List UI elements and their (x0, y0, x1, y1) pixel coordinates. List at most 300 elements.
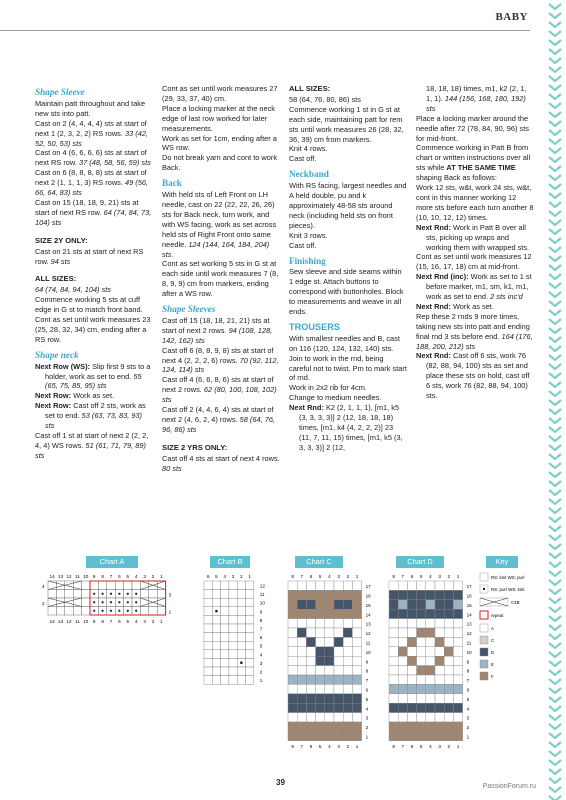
paragraph: Work 12 sts, w&t, work 24 sts, w&t, cont in this manner working 12 more sts before each turn another 8 (10, 10, 12, 12) times. (416, 183, 534, 222)
row-label: Next Row: (35, 391, 72, 401)
chart-a-col-number: 8 (101, 574, 104, 579)
chart-c-cell (306, 722, 315, 731)
chart-d-cell (389, 637, 398, 646)
chart-a-cell (157, 590, 165, 599)
chart-d-cell (444, 590, 453, 599)
chart-b-cell (246, 590, 254, 599)
chart-c-cell (316, 590, 325, 599)
chevron-mark (549, 283, 561, 288)
chart-d-row-number: 12 (466, 631, 472, 637)
chart-d-cell (435, 647, 444, 656)
chart-c-cell (325, 684, 334, 693)
chart-d-cell (444, 675, 453, 684)
chart-c-row-number: 3 (365, 715, 369, 721)
chevron-mark (549, 607, 561, 612)
chart-d-row-number: 6 (466, 687, 470, 693)
chevron-mark (549, 130, 561, 135)
chart-d-cell (435, 590, 444, 599)
chart-d-cell (453, 713, 462, 722)
chevron-mark (549, 670, 561, 675)
chart-c-cell (297, 722, 306, 731)
chevron-mark (549, 571, 561, 576)
chart-a-cell (140, 590, 148, 599)
column-2 (162, 84, 280, 474)
chart-c-cell (325, 666, 334, 675)
chart-c-cell (316, 647, 325, 656)
chart-d-cell (435, 675, 444, 684)
chart-a-row-number: 1 (168, 609, 172, 615)
paragraph: Change to medium needles. (289, 393, 382, 403)
chart-c-cell (306, 581, 315, 590)
chart-d-cell (435, 694, 444, 703)
chevron-mark (549, 76, 561, 81)
chevron-mark (549, 355, 561, 360)
chevron-mark (549, 58, 561, 63)
chart-c-cell (352, 703, 361, 712)
chart-d-cell (435, 731, 444, 740)
chart-c-cell (316, 713, 325, 722)
chart-d-cell (444, 637, 453, 646)
chevron-mark (549, 796, 561, 800)
chart-c-row-number: 7 (365, 678, 369, 684)
chart-d-row-number: 15 (466, 602, 472, 608)
purl-dot (127, 593, 129, 595)
chart-a-col-number: 5 (126, 619, 130, 624)
chart-d-cell (444, 666, 453, 675)
chart-a-row-number: 2 (42, 600, 45, 606)
chevron-mark (549, 4, 561, 9)
chevron-mark (549, 202, 561, 207)
chevron-mark (549, 112, 561, 117)
page-number: 39 (276, 778, 285, 787)
chart-b-cell (246, 667, 254, 676)
chart-c-cell (316, 675, 325, 684)
chart-d-cell (398, 609, 407, 618)
chart-c-cell (306, 628, 315, 637)
chart-c-cell (343, 581, 352, 590)
chevron-mark (549, 616, 561, 621)
chart-c-cell (343, 722, 352, 731)
chart-b-cell (246, 676, 254, 685)
chart-d-cell (407, 675, 416, 684)
chart-b-row-number: 9 (259, 609, 263, 615)
chart-b-cell (246, 581, 254, 590)
paragraph: With smallest needles and B, cast on 116 (120, 124, 132, 140) sts. Join to work in the rnd, being careful not to twist. Pm to mark start of rnd. (289, 333, 407, 383)
chart-d-cell (389, 656, 398, 665)
chart-b-row-number: 8 (259, 617, 263, 623)
chart-c-col-number: 7 (300, 743, 304, 749)
chart-d-cell (444, 722, 453, 731)
chevron-mark (549, 463, 561, 468)
chart-a-cell (157, 607, 165, 616)
chart-a-col-number: 2 (151, 619, 155, 624)
chart-d-cell (426, 722, 435, 731)
chart-a-cell (65, 598, 73, 607)
chevron-mark (549, 517, 561, 522)
chart-c-cell (334, 647, 343, 656)
row-label: Next Rnd (inc): (416, 272, 469, 282)
chart-d-cell (417, 656, 426, 665)
paragraph: Cast off 15 (18, 18, 21, 21) sts at start of next 2 rows. (162, 315, 270, 335)
purl-dot (102, 593, 104, 595)
chart-c-cell (343, 694, 352, 703)
chart-a-cell (90, 581, 98, 590)
chart-c-cell (288, 675, 297, 684)
chart-a-col-number: 14 (49, 574, 55, 579)
chevron-mark (549, 679, 561, 684)
chart-c-cell (352, 713, 361, 722)
chart-c-col-number: 2 (346, 574, 350, 579)
chart-c-cell (288, 609, 297, 618)
chart-c-cell (334, 590, 343, 599)
chart-a-col-number: 9 (92, 619, 96, 624)
chart-d-cell (407, 722, 416, 731)
chevron-mark (549, 391, 561, 396)
chart-b-cell (221, 615, 229, 624)
chevron-mark (549, 31, 561, 36)
purl-dot (135, 610, 137, 612)
chart-d-cell (444, 713, 453, 722)
chart-c-cell (297, 731, 306, 740)
stitch-count: 55 (65, 75, 85, 95) sts (45, 371, 142, 391)
chart-c-cell (325, 590, 334, 599)
chevron-mark (549, 310, 561, 315)
chart-c-cell (343, 647, 352, 656)
chart-c-cell (306, 619, 315, 628)
chart-c-row-number: 16 (365, 593, 371, 599)
chart-a-cell (98, 581, 106, 590)
paragraph: Cast on 6 (8, 8, 8, 8) sts at start of next 2 (1, 1, 1, 3) RS rows. (35, 168, 147, 188)
chart-a-col-number: 10 (83, 574, 89, 579)
paragraph: Cast on 2 (4, 4, 4, 4) sts at start of next 1 (2, 3, 2, 2) RS rows. (35, 118, 147, 138)
chart-a-cell (73, 590, 81, 599)
chart-a-cell (56, 581, 64, 590)
chart-d-cell (453, 731, 462, 740)
chart-c-cell (316, 666, 325, 675)
paragraph: K2 (2, 1, 1, 1), [m1, k5 (3, 3, 3, 3)] 2 (12, 18, 18, 18) times, [m1, k4 (4, 2, 2, 2)] 23 (11, 7, 11, 15) times, [m1, k5 (3, 3, 3, 3)] 2 (12, (299, 403, 403, 452)
paragraph: Cont as set until work measures 27 (29, 33, 37, 40) cm. (162, 84, 278, 103)
chart-c-cell (325, 647, 334, 656)
paragraph: Place a locking marker around the needle after 72 (78, 84, 90, 96) sts for mid-front. (416, 113, 529, 143)
chart-a-col-number: 7 (109, 619, 113, 624)
heading-all-sizes: ALL SIZES: (289, 84, 331, 93)
chart-c-cell (288, 713, 297, 722)
chart-d-cell (398, 731, 407, 740)
chart-c-cell (306, 731, 315, 740)
key-label: Key (486, 556, 518, 568)
purl-dot (93, 593, 95, 595)
chart-d-cell (444, 628, 453, 637)
chart-c-cell (325, 619, 334, 628)
chart-c-cell (297, 675, 306, 684)
paragraph: Maintain patt throughout and take new sts into patt. (35, 98, 146, 118)
paragraph: Work in Patt B over all sts, picking up wraps and working them with wrapped sts. (426, 222, 530, 252)
chart-a-cell (82, 590, 90, 599)
chart-c-row-number: 17 (365, 584, 371, 590)
heading-trousers: TROUSERS (289, 321, 341, 332)
chart-b-row-number: 12 (259, 583, 265, 589)
chart-c-cell (325, 628, 334, 637)
chevron-mark (549, 49, 561, 54)
chart-b-cell (237, 598, 245, 607)
chevron-mark (549, 562, 561, 567)
purl-dot (127, 610, 129, 612)
paragraph: Rep these 2 rnds 9 more times, taking new sts into patt and ending final rnd 3 sts before end. (416, 311, 530, 341)
chart-b-cell (246, 658, 254, 667)
chevron-mark (549, 139, 561, 144)
chart-d-cell (453, 684, 462, 693)
purl-dot (110, 610, 112, 612)
chart-c-cell (306, 609, 315, 618)
chart-d-col-number: 2 (447, 743, 451, 749)
chart-b-cell (221, 590, 229, 599)
emphasis: AT THE SAME TIME (446, 163, 516, 173)
chart-c-cell (297, 637, 306, 646)
chevron-mark (549, 292, 561, 297)
chart-c-cell (306, 675, 315, 684)
chart-a-cell (65, 590, 73, 599)
chart-a-cell (107, 581, 115, 590)
chart-a-col-number: 11 (75, 574, 80, 579)
chart-d-cell (417, 590, 426, 599)
chart-d-cell (453, 600, 462, 609)
chevron-mark (549, 436, 561, 441)
chart-b-row-number: 10 (259, 600, 265, 606)
chart-d-cell (407, 666, 416, 675)
chart-c-cell (297, 647, 306, 656)
chart-d-cell (417, 600, 426, 609)
paragraph: Cast on 21 sts at start of next RS row. (35, 246, 144, 266)
chart-b-cell (237, 667, 245, 676)
chart-c-cell (288, 722, 297, 731)
chevron-mark (549, 256, 561, 261)
key-text: A (491, 626, 494, 631)
chart-c-col-number: 5 (318, 743, 322, 749)
chevron-mark (549, 247, 561, 252)
chart-c-cell (306, 684, 315, 693)
chart-c-cell (325, 694, 334, 703)
chart-c-col-number: 3 (337, 743, 340, 749)
key-swatch (480, 660, 488, 668)
chart-c-cell (306, 703, 315, 712)
chart-c-cell (306, 637, 315, 646)
chart-d-col-number: 1 (456, 574, 460, 579)
chart-c-cell (297, 609, 306, 618)
heading-back: Back (162, 178, 182, 189)
chart-d-cell (417, 694, 426, 703)
chart-b-cell (237, 676, 245, 685)
chart-c-cell (306, 647, 315, 656)
chart-c-label: Chart C (295, 556, 343, 568)
chart-d-cell (453, 694, 462, 703)
chart-d-cell (398, 684, 407, 693)
stitch-count: 62 (80, 100, 108, 102) sts (162, 385, 277, 405)
chart-c-cell (306, 713, 315, 722)
chart-d-cell (426, 600, 435, 609)
column-3 (289, 84, 407, 453)
chevron-mark (549, 328, 561, 333)
chart-d-cell (389, 581, 398, 590)
chart-d-cell (407, 656, 416, 665)
chart-c-col-number: 6 (309, 574, 313, 579)
chart-a-col-number: 3 (143, 574, 146, 579)
chart-c-cell (334, 731, 343, 740)
chart-a-col-number: 7 (109, 574, 113, 579)
chart-d-cell (444, 609, 453, 618)
chart-c-cell (288, 619, 297, 628)
chart-c-row-number: 4 (365, 706, 369, 712)
chevron-mark (549, 184, 561, 189)
chart-c-cell (316, 703, 325, 712)
purl-dot (93, 610, 95, 612)
chart-a-col-number: 2 (151, 574, 155, 579)
chart-c-col-number: 7 (300, 574, 304, 579)
key-swatch (480, 648, 488, 656)
chart-b-cell (229, 607, 237, 616)
chart-b-cell (221, 641, 229, 650)
chart-c-cell (352, 590, 361, 599)
chart-a-cell (115, 581, 123, 590)
chart-a-col-number: 11 (75, 619, 80, 624)
purl-dot (93, 601, 95, 603)
chart-b-row-number: 6 (259, 635, 263, 641)
chart-d-row-number: 10 (466, 649, 472, 655)
chart-c-cell (297, 581, 306, 590)
chart-b-cell (246, 607, 254, 616)
chevron-mark (549, 625, 561, 630)
stitch-count: 64 (74, 84, 73, 104) sts (35, 207, 152, 227)
chart-a-col-number: 9 (92, 574, 96, 579)
chart-d-cell (407, 628, 416, 637)
chart-a-col-number: 14 (49, 619, 55, 624)
stitch-count: 80 sts (162, 463, 182, 473)
chart-d-col-number: 5 (419, 574, 423, 579)
purl-dot (135, 601, 137, 603)
chevron-mark (549, 373, 561, 378)
purl-dot (127, 601, 129, 603)
chart-d-cell (453, 609, 462, 618)
chevron-mark (549, 103, 561, 108)
chart-a-grid (34, 571, 182, 627)
paragraph: Work as set. (71, 391, 115, 401)
chart-c-cell (325, 600, 334, 609)
chart-b-cell (212, 581, 220, 590)
chart-c-row-number: 11 (365, 640, 371, 646)
chart-d-row-number: 17 (466, 584, 472, 590)
chart-c-cell (288, 666, 297, 675)
chart-d-cell (398, 619, 407, 628)
chart-c-cell (288, 684, 297, 693)
chart-a-cell (132, 581, 140, 590)
paragraph: Knit 3 rows. (289, 230, 328, 240)
chevron-mark (549, 751, 561, 756)
chart-d-cell (426, 684, 435, 693)
chevron-mark (549, 481, 561, 486)
chart-d-cell (435, 637, 444, 646)
chart-b-cell (246, 641, 254, 650)
chart-a-col-number: 12 (66, 619, 72, 624)
chart-d-cell (435, 722, 444, 731)
chart-d-col-number: 6 (410, 574, 414, 579)
chart-d-cell (389, 722, 398, 731)
chart-d-cell (407, 731, 416, 740)
chart-c-cell (343, 637, 352, 646)
chart-c-cell (334, 684, 343, 693)
chart-d-cell (407, 619, 416, 628)
chart-c-cell (288, 600, 297, 609)
chart-d-cell (435, 581, 444, 590)
chart-c-row-number: 10 (365, 649, 371, 655)
chart-c-cell (325, 731, 334, 740)
chart-a-cell (48, 590, 56, 599)
chart-b-cell (221, 581, 229, 590)
chart-b-cell (221, 624, 229, 633)
chart-d-cell (426, 713, 435, 722)
chart-c-col-number: 2 (346, 743, 350, 749)
chart-c-cell (334, 628, 343, 637)
chart-b-cell (229, 658, 237, 667)
paragraph: 18, 18, 18) times, m1, k2 (2, 1, 1, 1). (426, 84, 527, 103)
chevron-mark (549, 778, 561, 783)
chevron-mark (549, 157, 561, 162)
chevron-mark (549, 40, 561, 45)
chart-d-row-number: 11 (466, 640, 472, 646)
chart-c-cell (297, 703, 306, 712)
chart-c-cell (352, 656, 361, 665)
chart-d-cell (417, 581, 426, 590)
chart-d-cell (426, 628, 435, 637)
chart-a-cell (56, 607, 64, 616)
stitch-count: 37 (48, 58, 56, 59) sts (78, 158, 151, 168)
chart-d-cell (398, 666, 407, 675)
chart-b-cell (221, 650, 229, 659)
chart-d-row-number: 7 (466, 678, 470, 684)
chart-d-cell (389, 628, 398, 637)
chart-d-cell (426, 656, 435, 665)
row-label: Next Rnd: (416, 351, 451, 361)
chart-d-cell (398, 600, 407, 609)
chart-d-row-number: 16 (466, 593, 472, 599)
heading-shape-neck: Shape neck (35, 349, 79, 360)
paragraph: Commence working in Patt B from chart or written instructions over all sts while (416, 143, 531, 173)
chevron-mark (549, 400, 561, 405)
chart-c-cell (352, 722, 361, 731)
chevron-mark (549, 634, 561, 639)
chart-b-cell (221, 598, 229, 607)
purl-dot (135, 593, 137, 595)
chart-b-cell (204, 624, 212, 633)
chart-a-col-number: 1 (160, 619, 163, 624)
chart-a-cell (65, 607, 73, 616)
chart-c-cell (316, 731, 325, 740)
chart-b-cell (204, 650, 212, 659)
chart-d-cell (435, 684, 444, 693)
chart-c-cell (343, 731, 352, 740)
chart-b-col-number: 5 (215, 574, 218, 579)
chart-a-cell (56, 590, 64, 599)
chevron-mark (549, 787, 561, 792)
chart-a-cell (65, 581, 73, 590)
chart-d-cell (389, 590, 398, 599)
chevron-mark (549, 229, 561, 234)
chevron-mark (549, 22, 561, 27)
chevron-mark (549, 715, 561, 720)
chart-c-cell (297, 628, 306, 637)
chart-b-cell (229, 667, 237, 676)
chevron-mark (549, 274, 561, 279)
chevron-mark (549, 490, 561, 495)
chart-c-row-number: 1 (365, 734, 369, 740)
